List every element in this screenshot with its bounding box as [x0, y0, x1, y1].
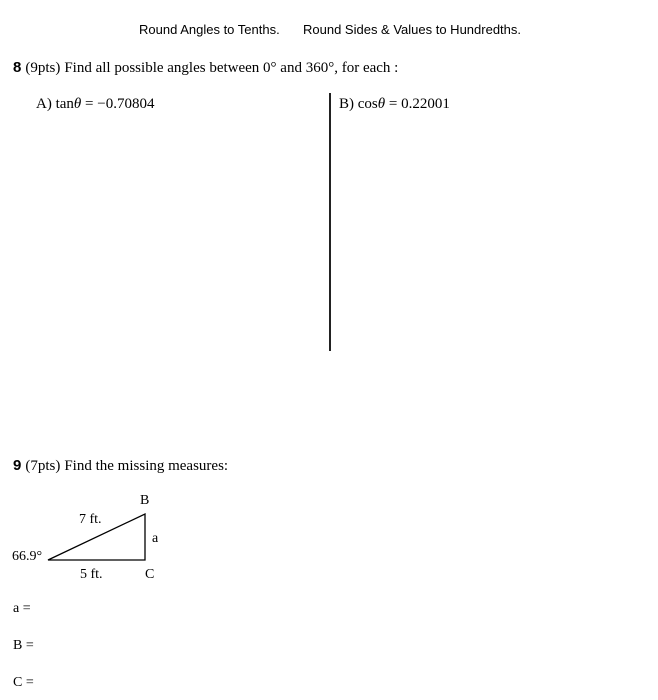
part-a-value: −0.70804	[97, 96, 155, 112]
part-a-equals: =	[85, 96, 94, 112]
part-a-func: tan	[55, 96, 74, 112]
vertex-b-label: B	[140, 493, 150, 508]
rounding-instruction-angles: Round Angles to Tenths.	[139, 22, 280, 37]
question-8-prompt: Find all possible angles between 0° and 360°, for each :	[64, 60, 399, 76]
part-b-var: θ	[377, 96, 386, 112]
answer-c-label: C =	[13, 675, 34, 690]
question-9-prompt: Find the missing measures:	[64, 458, 229, 474]
question-9-points: (7pts)	[25, 458, 61, 474]
angle-label: 66.9°	[12, 549, 43, 564]
base-label: 5 ft.	[80, 567, 103, 582]
part-a-var: θ	[73, 96, 82, 112]
hypotenuse-label: 7 ft.	[79, 512, 102, 527]
side-a-label: a	[152, 531, 159, 546]
part-a-label: A)	[36, 96, 52, 112]
part-b-value: 0.22001	[401, 96, 450, 112]
part-b-equals: =	[388, 96, 398, 112]
part-b-label: B)	[339, 96, 354, 112]
question-9-number: 9	[13, 457, 22, 474]
vertex-c-label: C	[145, 567, 155, 582]
answer-a-label: a =	[13, 601, 31, 616]
question-8-number: 8	[13, 59, 22, 76]
answer-b-label: B =	[13, 638, 34, 653]
part-b-func: cos	[357, 96, 378, 112]
rounding-instruction-sides: Round Sides & Values to Hundredths.	[303, 22, 522, 37]
question-8-points: (9pts)	[25, 60, 61, 76]
